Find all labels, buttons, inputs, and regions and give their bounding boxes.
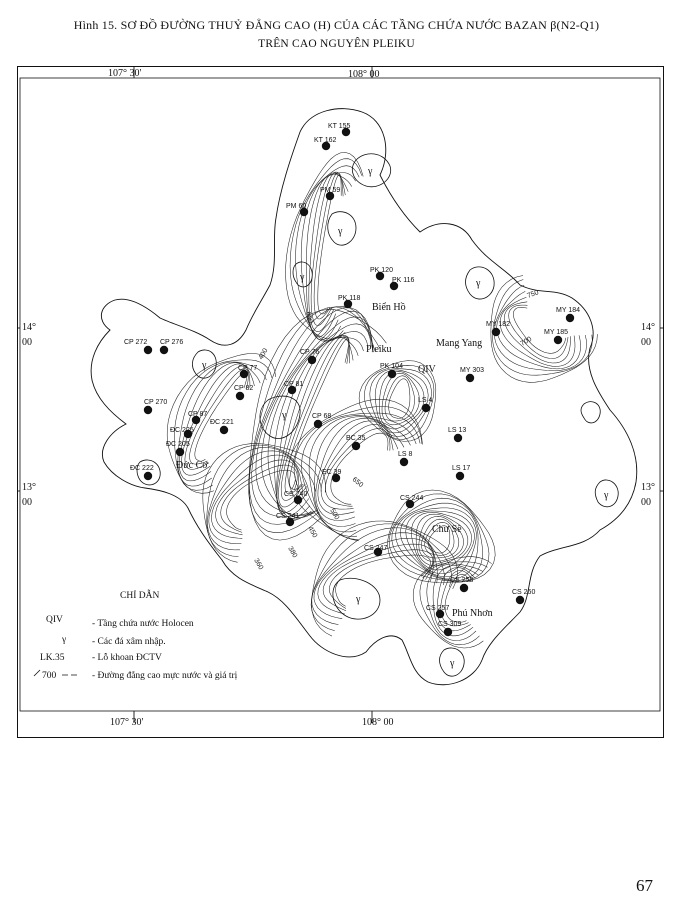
borehole-dot bbox=[492, 328, 500, 336]
borehole-label: CS 247 bbox=[364, 545, 388, 552]
borehole-label: PK 104 bbox=[380, 363, 403, 370]
page-number: 67 bbox=[636, 876, 653, 895]
lon-label-bottom-mid: 108° 00 bbox=[362, 717, 394, 728]
borehole-label: CP 272 bbox=[124, 339, 148, 346]
borehole-dot bbox=[400, 458, 408, 466]
borehole-label: ĐC 205 bbox=[166, 441, 190, 448]
borehole-label: CP 77 bbox=[238, 365, 258, 372]
borehole-dot bbox=[236, 392, 244, 400]
lat13-label-right-min: 00 bbox=[641, 497, 651, 508]
borehole-label: PK 118 bbox=[338, 295, 361, 302]
map-title-line1: Hình 15. SƠ ĐỒ ĐƯỜNG THUỶ ĐẲNG CAO (H) CỦA CÁC TẦNG CHỨA NƯỚC BAZAN β(N2-Q1) bbox=[73, 18, 600, 32]
borehole-label: CS 241 bbox=[276, 513, 300, 520]
lon-label-bottom-left: 107° 30' bbox=[110, 717, 144, 728]
borehole-label: CS 258 bbox=[450, 577, 474, 584]
place-phu-nhon: Phú Nhơn bbox=[452, 608, 493, 619]
lon-label-top-mid: 108° 00 bbox=[348, 69, 380, 80]
borehole-label: BC 35 bbox=[346, 435, 366, 442]
lat13-label-right: 13° bbox=[641, 482, 655, 493]
legend-q-text: - Tầng chứa nước Holocen bbox=[92, 619, 194, 629]
borehole-dot bbox=[144, 472, 152, 480]
borehole-dot bbox=[314, 420, 322, 428]
contour-line bbox=[497, 291, 581, 369]
qiv-symbol: QIV bbox=[418, 364, 436, 375]
contour-label: 500 bbox=[328, 507, 341, 522]
place-names bbox=[176, 302, 493, 619]
legend-lk-text: - Lỗ khoan ĐCTV bbox=[92, 653, 162, 663]
lat14-label-left-min: 00 bbox=[22, 337, 32, 348]
borehole-label: LS 8 bbox=[398, 451, 413, 458]
contour-label: 380 bbox=[286, 545, 299, 560]
legend-q-symbol: QIV bbox=[46, 615, 63, 625]
lon-label-top-left: 107° 30' bbox=[108, 68, 142, 79]
gamma-symbol: γ bbox=[300, 272, 305, 283]
place-mang-yang: Mang Yang bbox=[436, 338, 483, 349]
borehole-label: KT 155 bbox=[328, 123, 351, 130]
borehole-dot bbox=[460, 584, 468, 592]
gamma-symbol: γ bbox=[368, 166, 373, 177]
legend bbox=[34, 588, 238, 681]
borehole-label: MY 185 bbox=[544, 329, 568, 336]
intrusion-symbols bbox=[201, 166, 609, 669]
borehole-dot bbox=[220, 426, 228, 434]
legend-contour-swatch bbox=[34, 670, 40, 676]
lat14-label-right-min: 00 bbox=[641, 337, 651, 348]
contour-line bbox=[221, 465, 298, 532]
contour-line bbox=[207, 445, 322, 557]
borehole-dot bbox=[144, 406, 152, 414]
borehole-label: ĐC 225 bbox=[170, 427, 194, 434]
contour-line bbox=[389, 379, 410, 419]
borehole-dot bbox=[144, 346, 152, 354]
borehole-label: CP 81 bbox=[284, 381, 304, 388]
place-duc-co: Đức Cơ bbox=[176, 460, 208, 471]
borehole-label: CP 276 bbox=[160, 339, 184, 346]
borehole-dot bbox=[176, 448, 184, 456]
boreholes bbox=[124, 123, 580, 636]
borehole-label: PK 116 bbox=[392, 277, 415, 284]
lat13-label-left: 13° bbox=[22, 482, 36, 493]
contour-label: 600 bbox=[304, 311, 313, 324]
borehole-label: LS 13 bbox=[448, 427, 467, 434]
legend-title: CHỈ DẪN bbox=[120, 591, 160, 601]
place-pleiku: Pleiku bbox=[366, 344, 392, 355]
borehole-dot bbox=[422, 404, 430, 412]
borehole-dot bbox=[454, 434, 462, 442]
borehole-label: CS 244 bbox=[400, 495, 424, 502]
lat13-label-left-min: 00 bbox=[22, 497, 32, 508]
contour-line bbox=[389, 494, 489, 582]
borehole-dot bbox=[566, 314, 574, 322]
gamma-symbol: γ bbox=[282, 410, 287, 421]
borehole-dot bbox=[444, 628, 452, 636]
legend-contour-text: - Đường đẳng cao mực nước và giá trị bbox=[92, 671, 238, 681]
gamma-symbol: γ bbox=[476, 278, 481, 289]
borehole-label: CP 270 bbox=[144, 399, 168, 406]
borehole-dot bbox=[160, 346, 168, 354]
map-title-line2: TRÊN CAO NGUYÊN PLEIKU bbox=[258, 38, 415, 50]
borehole-label: EC 39 bbox=[322, 469, 342, 476]
place-chu-se: Chư Sê bbox=[432, 524, 462, 535]
legend-lk-symbol: LK.35 bbox=[40, 653, 65, 663]
contour-line bbox=[388, 490, 496, 583]
borehole-label: CS 257 bbox=[426, 605, 450, 612]
contour-line bbox=[427, 564, 483, 641]
borehole-label: CP 87 bbox=[188, 411, 208, 418]
borehole-label: KT 162 bbox=[314, 137, 337, 144]
contour-label: 360 bbox=[252, 557, 265, 572]
borehole-label: CS 309 bbox=[438, 621, 462, 628]
borehole-dot bbox=[554, 336, 562, 344]
gamma-symbol: γ bbox=[450, 658, 455, 669]
contour-label: 400 bbox=[257, 347, 270, 361]
borehole-dot bbox=[466, 374, 474, 382]
legend-gamma-symbol: γ bbox=[62, 635, 67, 645]
borehole-label: CS 240 bbox=[284, 491, 308, 498]
borehole-label: LS 17 bbox=[452, 465, 471, 472]
borehole-dot bbox=[308, 356, 316, 364]
borehole-label: PM 59 bbox=[320, 187, 341, 194]
place-bien-ho: Biển Hồ bbox=[372, 302, 406, 313]
borehole-label: PK 120 bbox=[370, 267, 393, 274]
borehole-label: CP 82 bbox=[234, 385, 254, 392]
gamma-symbol: γ bbox=[202, 360, 207, 371]
borehole-dot bbox=[352, 442, 360, 450]
borehole-dot bbox=[456, 472, 464, 480]
borehole-label: MY 303 bbox=[460, 367, 484, 374]
legend-gamma-text: - Các đá xâm nhập. bbox=[92, 637, 166, 647]
contour-label: 700 bbox=[519, 335, 534, 348]
borehole-label: PM 60 bbox=[286, 203, 307, 210]
gamma-symbol: γ bbox=[356, 594, 361, 605]
contour-label: 750 bbox=[526, 289, 540, 300]
borehole-label: CP 68 bbox=[312, 413, 332, 420]
borehole-dot bbox=[388, 370, 396, 378]
borehole-dot bbox=[516, 596, 524, 604]
legend-contour-symbol: 700 bbox=[42, 671, 57, 681]
borehole-label: ĐC 222 bbox=[130, 465, 154, 472]
borehole-label: MY 184 bbox=[556, 307, 580, 314]
gamma-symbol: γ bbox=[604, 490, 609, 501]
borehole-label: ĐC 221 bbox=[210, 419, 234, 426]
contour-label: 450 bbox=[306, 525, 319, 540]
borehole-label: CS 260 bbox=[512, 589, 536, 596]
borehole-label: LS 4 bbox=[418, 397, 433, 404]
contour-label: 650 bbox=[350, 476, 365, 490]
lat14-label-left: 14° bbox=[22, 322, 36, 333]
lat14-label-right: 14° bbox=[641, 322, 655, 333]
borehole-label: CP 76 bbox=[300, 349, 320, 356]
water-level-contours bbox=[167, 152, 597, 648]
gamma-symbol: γ bbox=[338, 226, 343, 237]
plateau-outline bbox=[91, 109, 637, 685]
borehole-label: MY 182 bbox=[486, 321, 510, 328]
